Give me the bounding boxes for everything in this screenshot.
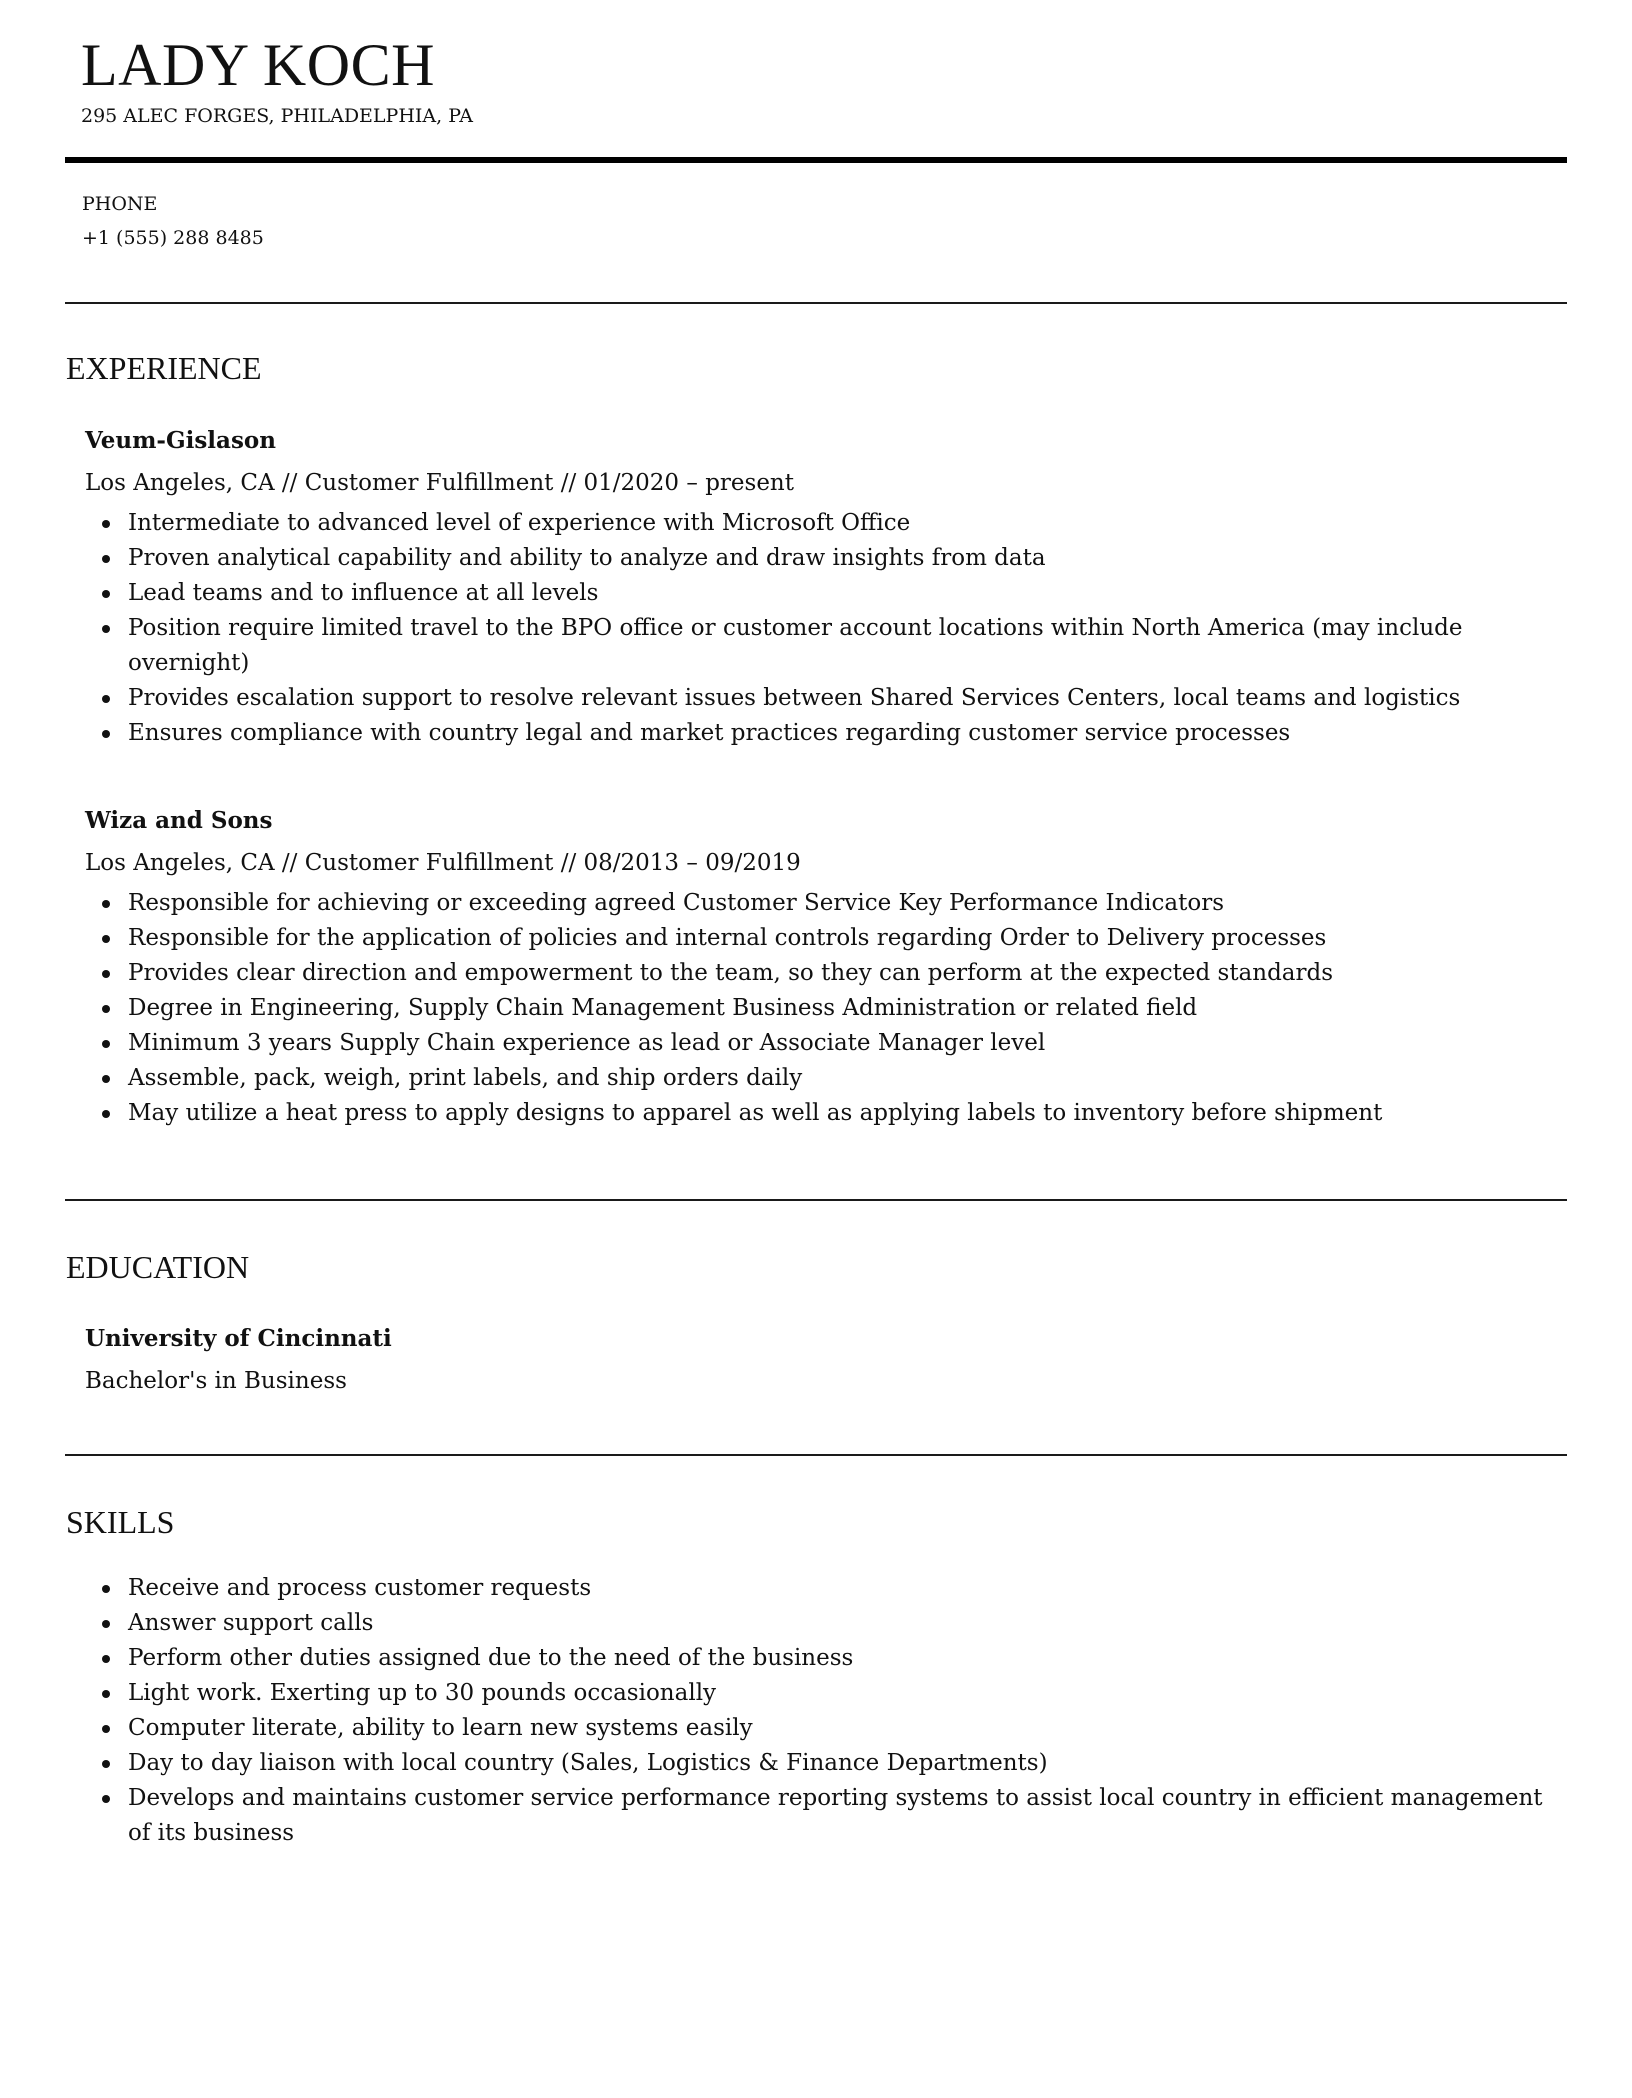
list-item: Intermediate to advanced level of experience with Microsoft Office [85,506,1565,541]
job-company: Wiza and Sons [85,807,273,834]
skills-list [85,1571,1567,1851]
bullet-icon [102,900,110,908]
list-item: Responsible for achieving or exceeding agreed Customer Service Key Performance Indicators [85,886,1565,921]
bullet-icon [102,590,110,598]
experience-heading: EXPERIENCE [66,350,262,386]
bullet-icon [102,695,110,703]
list-item: Provides escalation support to resolve relevant issues between Shared Services Centers, local teams and logistics [85,681,1565,716]
job-meta: Los Angeles, CA // Customer Fulfillment // 01/2020 – present [85,470,794,496]
education-school: University of Cincinnati [85,1325,392,1352]
list-item: Computer literate, ability to learn new systems easily [85,1711,1567,1746]
list-item: Proven analytical capability and ability to analyze and draw insights from data [85,541,1565,576]
bullet-icon [102,1725,110,1733]
bullet-icon [102,1620,110,1628]
list-item: Receive and process customer requests [85,1571,1567,1606]
job-bullets [85,506,1565,751]
list-item: Ensures compliance with country legal and market practices regarding customer service processes [85,716,1565,751]
bullet-icon [102,1040,110,1048]
list-item: Light work. Exerting up to 30 pounds occasionally [85,1676,1567,1711]
job-company: Veum-Gislason [85,427,276,454]
bullet-icon [102,1075,110,1083]
education-entry [85,1324,1565,1396]
education-degree: Bachelor's in Business [85,1368,347,1394]
candidate-address: 295 ALEC FORGES, PHILADELPHIA, PA [81,105,473,127]
education-heading: EDUCATION [66,1249,250,1285]
candidate-name: LADY KOCH [81,32,435,98]
bullet-icon [102,935,110,943]
bullet-icon [102,1655,110,1663]
list-item: Minimum 3 years Supply Chain experience as lead or Associate Manager level [85,1026,1565,1061]
list-item: Develops and maintains customer service performance reporting systems to assist local country in efficient management of its business [85,1781,1567,1851]
bullet-icon [102,970,110,978]
job-entry [85,806,1565,1131]
list-item: Answer support calls [85,1606,1567,1641]
job-entry [85,426,1565,751]
list-item: Lead teams and to influence at all levels [85,576,1565,611]
job-bullets [85,886,1565,1131]
list-item: Degree in Engineering, Supply Chain Management Business Administration or related field [85,991,1565,1026]
list-item: Responsible for the application of policies and internal controls regarding Order to Delivery processes [85,921,1565,956]
skills-list-container [85,1571,1567,1851]
bullet-icon [102,555,110,563]
bullet-icon [102,1690,110,1698]
phone-label: PHONE [82,193,158,215]
phone-value: +1 (555) 288 8485 [82,227,264,249]
section-divider-contact [65,302,1567,304]
bullet-icon [102,730,110,738]
bullet-icon [102,1760,110,1768]
bullet-icon [102,520,110,528]
list-item: Day to day liaison with local country (Sales, Logistics & Finance Departments) [85,1746,1567,1781]
list-item: Perform other duties assigned due to the need of the business [85,1641,1567,1676]
list-item: Assemble, pack, weigh, print labels, and ship orders daily [85,1061,1565,1096]
section-divider-experience [65,1199,1567,1201]
bullet-icon [102,1795,110,1803]
list-item: May utilize a heat press to apply designs to apparel as well as applying labels to inventory before shipment [85,1096,1565,1131]
section-divider-education [65,1454,1567,1456]
skills-heading: SKILLS [66,1504,175,1540]
header-divider [65,157,1567,163]
list-item: Provides clear direction and empowerment to the team, so they can perform at the expected standards [85,956,1565,991]
bullet-icon [102,1110,110,1118]
list-item: Position require limited travel to the BPO office or customer account locations within North America (may include overnight) [85,611,1565,681]
bullet-icon [102,1005,110,1013]
bullet-icon [102,625,110,633]
job-meta: Los Angeles, CA // Customer Fulfillment // 08/2013 – 09/2019 [85,850,801,876]
bullet-icon [102,1585,110,1593]
